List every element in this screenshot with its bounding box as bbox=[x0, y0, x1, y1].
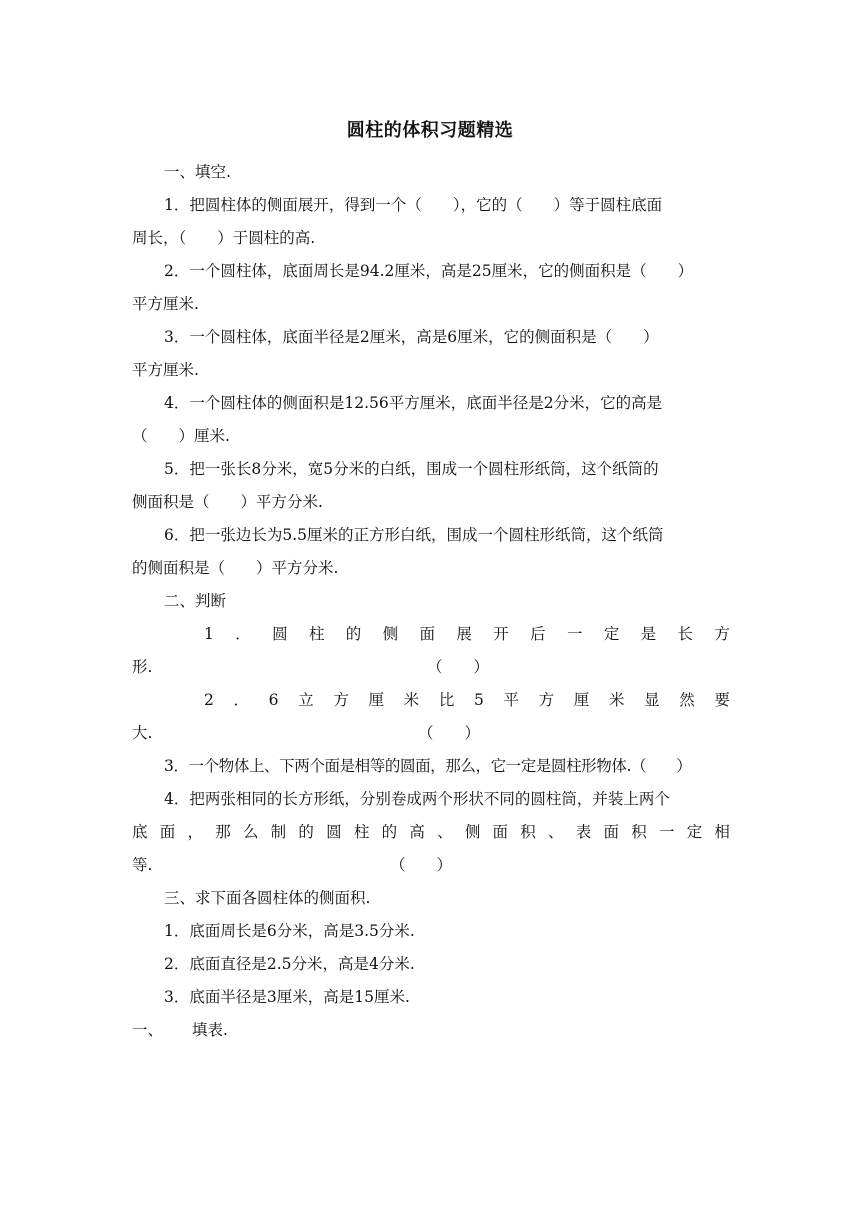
char: 的 bbox=[345, 625, 362, 643]
char: 定 bbox=[686, 823, 703, 841]
answer-paren: （ ） bbox=[418, 724, 481, 742]
char: 2 bbox=[204, 691, 214, 709]
question-1-5-line1: 5．把一张长8分米，宽5分米的白纸，围成一个圆柱形纸筒，这个纸筒的 bbox=[164, 460, 659, 478]
char: 那 bbox=[215, 823, 231, 841]
question-1-4-line2: （ ）厘米. bbox=[132, 427, 230, 445]
char: 面 bbox=[159, 823, 176, 841]
document-body bbox=[132, 156, 730, 1047]
question-3-1: 1．底面周长是6分米，高是3.5分米. bbox=[164, 922, 415, 940]
char: 后 bbox=[530, 625, 546, 643]
char: 1 bbox=[204, 625, 214, 643]
char: 的 bbox=[298, 823, 314, 841]
question-2-3-line1: 3．一个物体上、下两个面是相等的圆面，那么，它一定是圆柱形物体.（ ） bbox=[164, 757, 692, 775]
char: 相 bbox=[714, 823, 730, 841]
question-1-6-line1: 6．把一张边长为5.5厘米的正方形白纸，围成一个圆柱形纸筒，这个纸筒 bbox=[164, 526, 664, 544]
question-3-2: 2．底面直径是2.5分米，高是4分米. bbox=[164, 955, 415, 973]
char: 5 bbox=[473, 691, 484, 709]
question-3-3: 3．底面半径是3厘米，高是15厘米. bbox=[164, 988, 410, 1006]
char: ， bbox=[187, 823, 203, 841]
question-1-5-line2: 侧面积是（ ）平方分米. bbox=[132, 493, 323, 511]
char: 表 bbox=[575, 823, 592, 841]
question-2-4-line2 bbox=[132, 816, 730, 849]
char: 米 bbox=[403, 691, 420, 709]
answer-paren: （ ） bbox=[390, 856, 453, 874]
section-heading-fill-table bbox=[132, 1014, 730, 1047]
char: 米 bbox=[608, 691, 625, 709]
section-number: 一、 bbox=[132, 1021, 164, 1039]
section-heading-fill-in: 一、填空. bbox=[164, 163, 231, 181]
question-1-1-line2: 周长，（ ）于圆柱的高. bbox=[132, 229, 316, 247]
question-1-4-line1: 4．一个圆柱体的侧面积是12.56平方厘米，底面半径是2分米，它的高是 bbox=[164, 394, 663, 412]
char: 立 bbox=[298, 691, 314, 709]
section-heading-judge: 二、判断 bbox=[164, 592, 227, 610]
question-1-3-line2: 平方厘米. bbox=[132, 361, 199, 379]
question-2-1-tail: 形. bbox=[132, 658, 153, 676]
question-2-1-line1 bbox=[132, 618, 730, 651]
char: 6 bbox=[268, 691, 279, 709]
question-1-3-line1: 3．一个圆柱体，底面半径是2厘米，高是6厘米，它的侧面积是（ ） bbox=[164, 328, 659, 346]
char: 定 bbox=[603, 625, 620, 643]
question-2-4-tail: 等. bbox=[132, 856, 153, 874]
char: 一 bbox=[658, 823, 675, 841]
char: 面 bbox=[492, 823, 509, 841]
char: 是 bbox=[640, 625, 657, 643]
char: 方 bbox=[714, 625, 730, 643]
char: 面 bbox=[419, 625, 436, 643]
section-heading-lateral-area: 三、求下面各圆柱体的侧面积. bbox=[164, 889, 371, 907]
char: 显 bbox=[644, 691, 660, 709]
answer-paren: （ ） bbox=[427, 658, 490, 676]
char: 、 bbox=[437, 823, 453, 841]
char: 圆 bbox=[272, 625, 288, 643]
question-2-2-line1 bbox=[132, 684, 730, 717]
char: 厘 bbox=[368, 691, 385, 709]
question-2-2-line2 bbox=[132, 717, 730, 750]
char: 平 bbox=[503, 691, 519, 709]
question-1-2-line1: 2．一个圆柱体，底面周长是94.2厘米，高是25厘米，它的侧面积是（ ） bbox=[164, 262, 694, 280]
char: ． bbox=[235, 625, 251, 643]
char: 侧 bbox=[382, 625, 399, 643]
char: 然 bbox=[679, 691, 695, 709]
char: 高 bbox=[409, 823, 425, 841]
char: 侧 bbox=[464, 823, 481, 841]
char: 面 bbox=[603, 823, 619, 841]
question-2-4-line3 bbox=[132, 849, 730, 882]
char: 厘 bbox=[573, 691, 590, 709]
char: 制 bbox=[270, 823, 287, 841]
question-1-2-line2: 平方厘米. bbox=[132, 295, 199, 313]
char: 积 bbox=[520, 823, 536, 841]
char: 底 bbox=[132, 823, 148, 841]
question-2-2-tail: 大. bbox=[132, 724, 153, 742]
char: 么 bbox=[242, 823, 259, 841]
char: 方 bbox=[538, 691, 555, 709]
section-title: 填表. bbox=[192, 1021, 228, 1039]
question-1-1-line1: 1．把圆柱体的侧面展开，得到一个（ ），它的（ ）等于圆柱底面 bbox=[164, 196, 663, 214]
char: 、 bbox=[548, 823, 564, 841]
page-title: 圆柱的体积习题精选 bbox=[346, 120, 514, 141]
question-2-1-line2 bbox=[132, 651, 730, 684]
char: 长 bbox=[677, 625, 694, 643]
char: 积 bbox=[631, 823, 647, 841]
char: 一 bbox=[566, 625, 583, 643]
question-2-4-line1: 4．把两张相同的长方形纸，分别卷成两个形状不同的圆柱筒，并装上两个 bbox=[164, 790, 670, 808]
char: 圆 bbox=[326, 823, 342, 841]
char: 柱 bbox=[353, 823, 370, 841]
char: 要 bbox=[714, 691, 730, 709]
char: 柱 bbox=[308, 625, 325, 643]
char: ． bbox=[233, 691, 250, 709]
char: 开 bbox=[493, 625, 509, 643]
char: 方 bbox=[333, 691, 349, 709]
char: 的 bbox=[381, 823, 398, 841]
question-1-6-line2: 的侧面积是（ ）平方分米. bbox=[132, 559, 339, 577]
char: 展 bbox=[456, 625, 472, 643]
char: 比 bbox=[438, 691, 455, 709]
